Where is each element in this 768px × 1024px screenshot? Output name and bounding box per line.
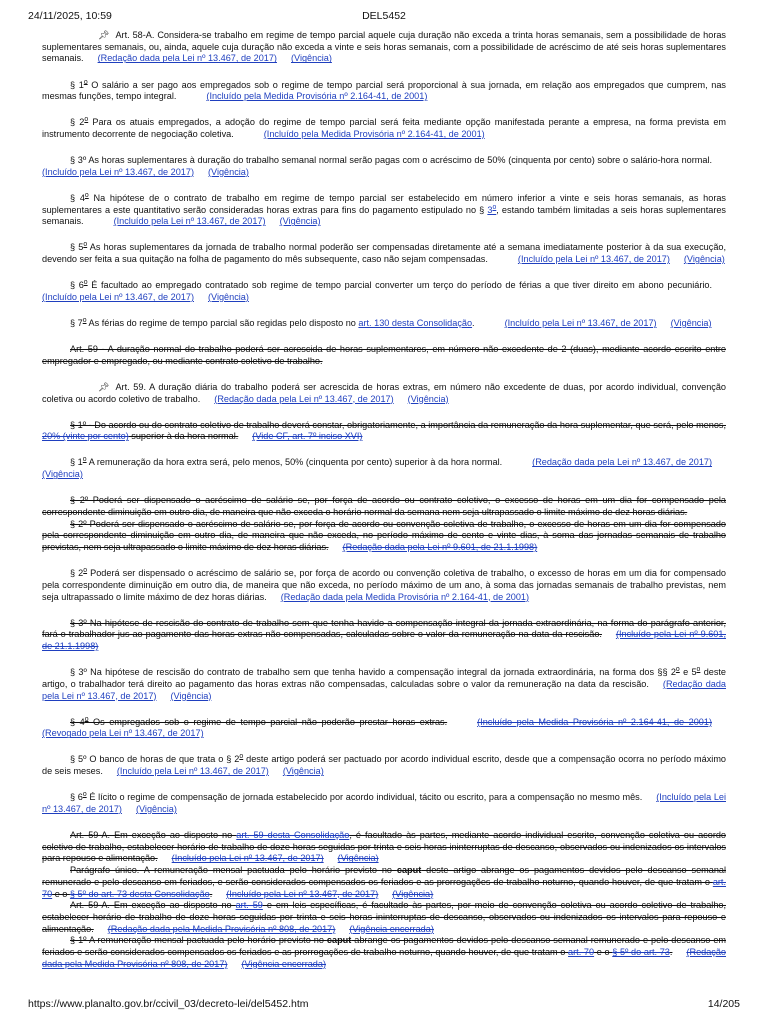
art-59a-revoked-b: Art. 59-A. Em exceção ao disposto no art. 59 e em leis específicas, é facultado às partes, por meio de convenção coletiva ou acordo coletivo de trabalho, estabelecer horário de trabalho de doze horas seguidas por trinta e seis horas ininterruptas de descanso, observados ou indenizados os intervalos para repouso e alimentação. (Redação dada pela Medida Provisória nº 808, de 2017) (Vigência encerrada) bbox=[42, 900, 726, 934]
ref-link[interactable]: (Redação dada pela Lei nº 13.467, de 2017) bbox=[532, 457, 713, 468]
art-58a-par-3: § 3º As horas suplementares à duração do trabalho semanal normal serão pagas com o acréscimo de 50% (cinquenta por cento) sobre o salário-hora normal.(Incluído pela Lei nº 13.467, de 2017) (Vigência) bbox=[42, 155, 712, 177]
art-130-link[interactable]: art. 130 desta Consolidação bbox=[358, 317, 473, 328]
ref-link[interactable]: (Incluído pela Medida Provisória nº 2.164-41, de 2001) bbox=[477, 716, 712, 727]
art-59-par-3-revoked: § 3º Na hipótese de rescisão do contrato de trabalho sem que tenha havido a compensação integral da jornada extraordinária, na forma do parágrafo anterior, fará o trabalhador jus ao pagamento das horas extras não compensadas, calculadas sobre o valor da remuneração na data da rescisão. (Incluído pela Lei nº 9.601, de 21.1.1998) bbox=[42, 617, 726, 652]
document-title: DEL5452 bbox=[362, 10, 406, 22]
art-59-par-3: § 3º Na hipótese de rescisão do contrato de trabalho sem que tenha havido a compensação integral da jornada extraordinária, na forma dos §§ 2$^o$ e 5$^o$ deste artigo, o trabalhador terá direito ao pagamento das horas extras não compensadas, calculadas sobre o valor da remuneração na data da rescisão. (Redação dada pela Lei nº 13.467, de 2017) (Vigência) bbox=[42, 666, 726, 701]
ref-link[interactable]: (Incluído pela Lei nº 13.467, de 2017) bbox=[116, 766, 269, 777]
vigencia-link[interactable]: (Vigência) bbox=[670, 317, 712, 328]
art-73-link[interactable]: § 5º do art. 73 bbox=[612, 947, 670, 958]
art-59: 📌︎ Art. 59. A duração diária do trabalho poderá ser acrescida de horas extras, em número não excedente de duas, por acordo individual, convenção coletiva ou acordo coletivo de trabalho. (Redação dada pela Lei nº 13.467, de 2017) (Vigência) bbox=[42, 381, 726, 404]
print-footer bbox=[28, 998, 740, 1012]
pushpin-icon: 📌︎ bbox=[98, 381, 110, 392]
art-59-link[interactable]: art. 59 bbox=[235, 900, 263, 911]
art-59-par-6: § 6$^o$ É lícito o regime de compensação de jornada estabelecido por acordo individual, tácito ou escrito, para a compensação no mesmo mês. (Incluído pela Lei nº 13.467, de 2017) (Vigência) bbox=[42, 791, 726, 814]
art-59-par-2-revoked-b: § 2º Poderá ser dispensado o acréscimo de salário se, por força de acordo ou convenção coletiva de trabalho, o excesso de horas em um dia for compensado pela correspondente diminuição em outro dia, de maneira que não exceda, no período máximo de cento e vinte dias, à soma das jornadas semanais de trabalho previstas, nem seja ultrapassado o limite máximo de dez horas diárias. (Redação dada pela Lei nº 9.601, de 21.1.1998) bbox=[42, 518, 726, 553]
vigencia-link[interactable]: (Vigência) bbox=[170, 690, 212, 701]
art-58a-par-1: § 1$^o$ O salário a ser pago aos empregados sob o regime de tempo parcial será proporcional à sua jornada, em relação aos empregados que cumprem, nas mesmas funções, tempo integral. (Incluído pela Medida Provisória nº 2.164-41, de 2001) bbox=[42, 78, 726, 102]
ref-link[interactable]: (Redação dada pela Lei nº 13.467, de 2017) bbox=[42, 678, 726, 701]
art-59a-par-1-revoked: § 1º A remuneração mensal pactuada pelo horário previsto no caput abrange os pagamentos devidos pelo descanso semanal remunerado e pelo descanso em feriados e serão considerados compensados os feriados e as prorrogações de trabalho noturno, quando houver, de que tratam o art. 70 e o § 5º do art. 73. (Redação dada pela Medida Provisória nº 808, de 2017) (Vigência encerrada) bbox=[42, 935, 726, 969]
ref-link[interactable]: (Incluído pela Lei nº 13.467, de 2017) bbox=[42, 792, 726, 814]
art-58a-par-7: § 7$^o$ As férias do regime de tempo parcial são regidas pelo disposto no art. 130 desta Consolidação. (Incluído pela Lei nº 13.467, de 2017) (Vigência) bbox=[70, 316, 712, 328]
par-3-link[interactable]: 3$^o$ bbox=[487, 203, 497, 215]
ref-link[interactable]: (Vide CF, art. 7º inciso XVI) bbox=[252, 431, 363, 442]
ref-link[interactable]: (Redação dada pela Medida Provisória nº 808, de 2017) bbox=[107, 923, 336, 934]
ref-link[interactable]: (Redação dada pela Medida Provisória nº 2.164-41, de 2001) bbox=[280, 591, 530, 602]
art-59-par-1: § 1$^o$ A remuneração da hora extra será, pelo menos, 50% (cinquenta por cento) superior à da hora normal. (Redação dada pela Lei nº 13.467, de 2017)(Vigência) bbox=[42, 456, 713, 480]
ref-link[interactable]: (Incluído pela Medida Provisória nº 2.164-41, de 2001) bbox=[206, 91, 428, 102]
ref-link[interactable]: (Incluído pela Lei nº 13.467, de 2017) bbox=[504, 317, 657, 328]
art-59-par-2-revoked-a: § 2º Poderá ser dispensado o acréscimo de salário se, por força de acordo ou contrato coletivo, o excesso de horas em um dia for compensado pela correspondente diminuição em outro dia, de maneira que não exceda o horário normal da semana nem seja ultrapassado o limite máximo de dez horas diárias. bbox=[42, 495, 726, 517]
page-url: https://www.planalto.gov.br/ccivil_03/decreto-lei/del5452.htm bbox=[28, 998, 309, 1010]
art-58a-par-6: § 6$^o$ É facultado ao empregado contratado sob regime de tempo parcial converter um terço do período de férias a que tiver direito em abono pecuniário.(Incluído pela Lei nº 13.467, de 2017) (Vigência) bbox=[42, 279, 713, 302]
ref-link[interactable]: (Redação dada pela Medida Provisória nº 808, de 2017) bbox=[42, 947, 726, 969]
art-59a-revoked-a: Art. 59-A. Em exceção ao disposto no art. 59 desta Consolidação, é facultado às partes, mediante acordo individual escrito, convenção coletiva ou acordo coletivo de trabalho, estabelecer horário de trabalho de doze horas seguidas por trinta e seis horas ininterruptas de descanso, observados ou indenizados os intervalos para repouso e alimentação. (Incluído pela Lei nº 13.467, de 2017) (Vigência) bbox=[42, 830, 726, 864]
art-70-link[interactable]: art. 70 bbox=[42, 876, 726, 899]
vigencia-link[interactable]: (Vigência encerrada) bbox=[349, 923, 434, 934]
print-datetime: 24/11/2025, 10:59 bbox=[28, 10, 112, 22]
ref-link[interactable]: (Redação dada pela Lei nº 13.467, de 2017) bbox=[214, 393, 394, 404]
ref-link[interactable]: (Incluído pela Lei nº 13.467, de 2017) bbox=[517, 254, 670, 265]
vigencia-link[interactable]: (Vigência) bbox=[282, 766, 324, 777]
vigencia-link[interactable]: (Vigência) bbox=[207, 291, 249, 302]
ref-link[interactable]: (Incluído pela Lei nº 13.467, de 2017) bbox=[171, 853, 324, 864]
pushpin-icon: 📌︎ bbox=[98, 30, 110, 40]
vigencia-link[interactable]: (Vigência) bbox=[407, 393, 449, 404]
art-59a-par-unico-revoked: Parágrafo único. A remuneração mensal pactuada pelo horário previsto no caput deste artigo abrange os pagamentos devidos pelo descanso semanal remunerado e pelo descanso em feriados, e serão considerados compensados os feriados e as prorrogações de trabalho noturno, quando houver, de que tratam o art. 70 e o § 5º do art. 73 desta Consolidação. (Incluído pela Lei nº 13.467, de 2017) (Vigência) bbox=[42, 865, 726, 899]
art-58a-par-5: § 5$^o$ As horas suplementares da jornada de trabalho normal poderão ser compensadas diretamente até a semana imediatamente posterior à da sua execução, devendo ser feita a sua quitação na folha de pagamento do mês subsequente, caso não sejam compensadas. (Incluído pela Lei nº 13.467, de 2017) (Vigência) bbox=[42, 241, 726, 265]
ref-link[interactable]: (Incluído pela Lei nº 13.467, de 2017) bbox=[226, 888, 379, 899]
vigencia-link[interactable]: (Vigência) bbox=[42, 469, 83, 480]
vigencia-link[interactable]: (Vigência) bbox=[290, 53, 332, 64]
ref-link[interactable]: (Incluído pela Lei nº 13.467, de 2017) bbox=[42, 291, 194, 302]
art-58a-par-2: § 2$^o$ Para os atuais empregados, a adoção do regime de tempo parcial será feita mediante opção manifestada perante a empresa, na forma prevista em instrumento decorrente de negociação coletiva. (Incluído pela Medida Provisória nº 2.164-41, de 2001) bbox=[42, 116, 726, 139]
vigencia-link[interactable]: (Vigência) bbox=[279, 216, 321, 227]
art-58a-par-4: § 4$^o$ Na hipótese de o contrato de trabalho em regime de tempo parcial ser estabelecido em número inferior a vinte e seis horas semanais, as horas suplementares a este quantitativo serão consideradas horas extras para fins do pagamento estipulado no § 3$^o$, estando também limitadas a seis horas suplementares semanais. (Incluído pela Lei nº 13.467, de 2017) (Vigência) bbox=[42, 191, 726, 227]
ref-link[interactable]: (Incluído pela Lei nº 13.467, de 2017) bbox=[42, 166, 194, 177]
art-70-link[interactable]: art. 70 bbox=[568, 947, 595, 958]
art-59-par-2: § 2$^o$ Poderá ser dispensado o acréscimo de salário se, por força de acordo ou convenção coletiva de trabalho, o excesso de horas em um dia for compensado pela correspondente diminuição em outro dia, de maneira que não exceda, no período máximo de um ano, à soma das jornadas semanais de trabalho previstas, nem seja ultrapassado o limite máximo de dez horas diárias. (Redação dada pela Medida Provisória nº 2.164-41, de 2001) bbox=[42, 567, 726, 602]
art-73-link[interactable]: § 5º do art. 73 desta Consolidação bbox=[69, 888, 210, 899]
vigencia-link[interactable]: (Vigência) bbox=[135, 803, 177, 814]
ref-link[interactable]: (Incluído pela Lei nº 9.601, de 21.1.1998) bbox=[42, 629, 726, 652]
vigencia-link[interactable]: (Vigência encerrada) bbox=[241, 958, 326, 969]
art-59-par-4-revoked: § 4$^o$ Os empregados sob o regime de tempo parcial não poderão prestar horas extras. (Incluído pela Medida Provisória nº 2.164-41, de 2001)(Revogado pela Lei nº 13.467, de 2017) bbox=[42, 715, 712, 739]
page-number: 14/205 bbox=[707, 998, 740, 1010]
revogado-link[interactable]: (Revogado pela Lei nº 13.467, de 2017) bbox=[42, 728, 204, 739]
ref-link[interactable]: (Incluído pela Lei nº 13.467, de 2017) bbox=[113, 216, 266, 227]
art-58a: 📌︎ Art. 58-A. Considera-se trabalho em regime de tempo parcial aquele cuja duração não exceda a trinta horas semanais, sem a possibilidade de horas suplementares semanais, ou, ainda, aquele cuja duração não exceda a vinte e seis horas semanais, com a possibilidade de acréscimo de até seis horas suplementares semanais. (Redação dada pela Lei nº 13.467, de 2017) (Vigência) bbox=[42, 30, 726, 64]
art-59-link[interactable]: art. 59 desta Consolidação bbox=[236, 830, 350, 841]
art-59-par-1-revoked: § 1º - Do acordo ou do contrato coletivo de trabalho deverá constar, obrigatoriamente, a importância da remuneração da hora suplementar, que será, pelo menos, 20% (vinte por cento) superior à da hora normal. (Vide CF, art. 7º inciso XVI) bbox=[42, 419, 726, 442]
ref-link[interactable]: (Incluído pela Medida Provisória nº 2.164-41, de 2001) bbox=[263, 129, 485, 139]
ref-link[interactable]: (Redação dada pela Lei nº 13.467, de 2017) bbox=[97, 53, 277, 64]
art-59-par-5: § 5º O banco de horas de que trata o § 2$^o$ deste artigo poderá ser pactuado por acordo individual escrito, desde que a compensação ocorra no período máximo de seis meses. (Incluído pela Lei nº 13.467, de 2017) (Vigência) bbox=[42, 753, 726, 777]
vigencia-link[interactable]: (Vigência) bbox=[207, 166, 249, 177]
vigencia-link[interactable]: (Vigência) bbox=[337, 853, 379, 864]
ref-link[interactable]: (Redação dada pela Lei nº 9.601, de 21.1.1998) bbox=[342, 542, 538, 553]
vigencia-link[interactable]: (Vigência) bbox=[392, 888, 434, 899]
percent-link[interactable]: 20% (vinte por cento) bbox=[42, 431, 129, 442]
document-body bbox=[42, 30, 726, 988]
print-header bbox=[28, 10, 740, 24]
vigencia-link[interactable]: (Vigência) bbox=[683, 254, 725, 265]
art-59-revoked: Art. 59 - A duração normal do trabalho poderá ser acrescida de horas suplementares, em número não excedente de 2 (duas), mediante acordo escrito entre empregador e empregado, ou mediante contrato coletivo de trabalho. bbox=[42, 344, 726, 366]
